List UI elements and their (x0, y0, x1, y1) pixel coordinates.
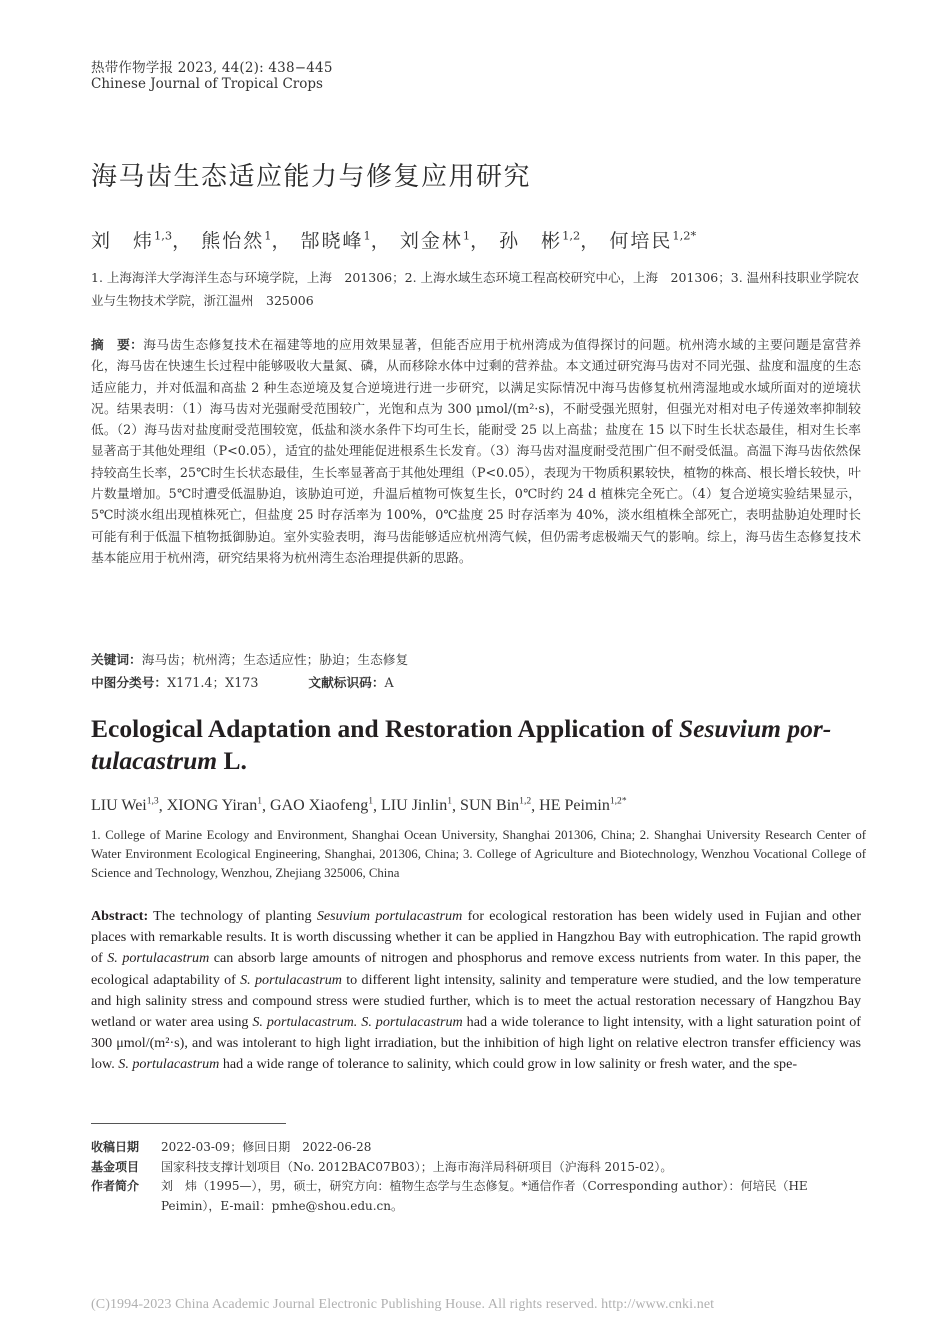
author-en: LIU Wei$^{1,3}$ (91, 796, 159, 815)
author-cn: 刘 炜$^{1,3}$ (91, 228, 173, 252)
species-name: Sesuvium por-tulacastrum (91, 714, 832, 775)
clc-value: X171.4；X173 (167, 675, 259, 690)
author-cn: 何培民$^{1,2*}$ (609, 228, 697, 252)
journal-citation-cn: 热带作物学报 2023, 44(2): 438−445 (91, 60, 333, 76)
author-en: SUN Bin$^{1,2}$ (460, 796, 532, 815)
author-cn: 郜晓峰$^1$ (300, 228, 371, 252)
author-cn: 孙 彬$^{1,2}$ (499, 228, 581, 252)
classification-cn (91, 672, 394, 691)
abstract-cn (91, 334, 861, 568)
paper-title-en: Ecological Adaptation and Restoration Application of Sesuvium por-tulacastrum L. (91, 714, 832, 775)
affiliations-cn: 1. 上海海洋大学海洋生态与环境学院，上海 201306；2. 上海水域生态环境工程高校研究中心，上海 201306；3. 温州科技职业学院农业与生物技术学院，浙江温州 325006 (91, 270, 860, 308)
abstract-label-en: Abstract: (91, 908, 149, 924)
abstract-text-cn: 海马齿生态修复技术在福建等地的应用效果显著，但能否应用于杭州湾成为值得探讨的问题。杭州湾水域的主要问题是富营养化，海马齿在快速生长过程中能够吸收大量氮、磷，从而移除水体中过剩的营养盐。本文通过研究海马齿对不同光强、盐度和温度的生态适应能力，并对低温和高盐 2 种生态逆境及复合逆境进行进一步研究，以满足实际情况中海马齿修复杭州湾湿地或水域所面对的逆境状况。结果表明：（1）海马齿对光强耐受范围较广，光饱和点为 300 μmol/(m²·s)，不耐受强光照射，但强光对相对电子传递效率抑制较低。（2）海马齿对盐度耐受范围较宽，低盐和淡水条件下均可生长，能耐受 25 以上高盐；盐度在 15 以下时生长状态最佳，相对生长率显著高于其他处理组（P<0.05），适宜的盐处理能促进根系生长发育。（3）海马齿对温度耐受范围广但不耐受低温。高温下海马齿依然保持较高生长率，25℃时生长状态最佳，生长率显著高于其他处理组（P<0.05），表现为干物质积累较快，植物的株高、根长增长较快，叶片数量增加。5℃时遭受低温胁迫，该胁迫可逆，升温后植物可恢复生长，0℃时约 24 d 植株完全死亡。（4）复合逆境实验结果显示，5℃时淡水组出现植株死亡，但盐度 25 时存活率为 100%，0℃盐度 25 时存活率为 40%，淡水组植株全部死亡，表明盐胁迫处理时长可能有利于低温下植物抵御胁迫。室外实验表明，海马齿能够适应杭州湾气候，但仍需考虑极端天气的影响。综上，海马齿生态修复技术基本能应用于杭州湾，研究结果将为杭州湾生态治理提供新的思路。 (91, 337, 862, 565)
author-list-cn: 刘 炜$^{1,3}$， 熊怡然$^1$， 郜晓峰$^1$， 刘金林$^1$， 孙 彬$^{1,2}$， 何培民$^{1,2*}$ (91, 228, 697, 252)
author-en: XIONG Yiran$^1$ (166, 796, 263, 815)
footnote-divider (91, 1123, 286, 1124)
clc-label: 中图分类号： (91, 675, 168, 690)
abstract-en: Abstract: The technology of planting Sesuvium portulacastrum for ecological restoration has been widely used in Fujian and other places with remarkable results. It is worth discussing whether it can be applied in Hangzhou Bay with eutrophication. The rapid growth of S. portulacastrum can absorb large amounts of nitrogen and phosphorus and remove excess nutrients from water. In this paper, the ecological adaptability of S. portulacastrum to different light intensity, salinity and temperature were studied, and the low temperature and high salinity stress and compound stress were studied further, which is to meet the actual restoration necessary of Hangzhou Bay wetland or water area using S. portulacastrum. S. portulacastrum had a wide tolerance to light intensity, with a light saturation point of 300 μmol/(m²·s), and was intolerant to high light irradiation, but the inhibition of high light on relative electron transfer efficiency was low. S. portulacastrum had a wide range of tolerance to salinity, which could grow in low salinity or fresh water, and the spe- (91, 908, 862, 1073)
footnote-received-date: 收稿日期 2022-03-09；修回日期 2022-06-28 (91, 1140, 372, 1154)
author-en: HE Peimin$^{1,2*}$ (539, 796, 627, 815)
author-list-en: LIU Wei$^{1,3}$, XIONG Yiran$^1$, GAO Xiaofeng$^1$, LIU Jinlin$^1$, SUN Bin$^{1,2}$, HE Peimin$^{1,2*}$ (91, 796, 627, 815)
footnote-author-bio: 作者简介 刘 炜（1995—），男，硕士，研究方向：植物生态学与生态修复。*通信作者（Corresponding author）：何培民（HE Peimin），E-mail：pmhe@shou.edu.cn。 (91, 1179, 808, 1213)
footnote-funding: 基金项目 国家科技支撑计划项目（No. 2012BAC07B03）；上海市海洋局科研项目（沪海科 2015-02）。 (91, 1159, 673, 1174)
affiliations-en: 1. College of Marine Ecology and Environment, Shanghai Ocean University, Shanghai 201306, China; 2. Shanghai University Research Center of Water Environment Ecological Engineering, Shanghai, 201306, China; 3. College of Agriculture and Biotechnology, Wenzhou Vocational College of Science and Technology, Wenzhou, Zhejiang 325006, China (91, 828, 866, 881)
doc-code-value: A (384, 675, 394, 690)
paper-title-cn: 海马齿生态适应能力与修复应用研究 (91, 162, 532, 192)
keywords-cn (91, 649, 408, 668)
keywords-text-cn: 海马齿；杭州湾；生态适应性；胁迫；生态修复 (141, 652, 409, 667)
doc-code-label: 文献标识码： (308, 675, 385, 690)
copyright-watermark: (C)1994-2023 China Academic Journal Electronic Publishing House. All rights reserved. http://www.cnki.net (91, 1297, 715, 1312)
author-en: LIU Jinlin$^1$ (381, 796, 453, 815)
journal-name-en: Chinese Journal of Tropical Crops (91, 76, 323, 92)
abstract-label-cn: 摘 要： (91, 337, 144, 352)
author-cn: 熊怡然$^1$ (201, 228, 272, 252)
author-en: GAO Xiaofeng$^1$ (270, 796, 374, 815)
footnotes (91, 1138, 866, 1216)
keywords-label-cn: 关键词： (91, 652, 142, 667)
author-cn: 刘金林$^1$ (399, 228, 471, 252)
